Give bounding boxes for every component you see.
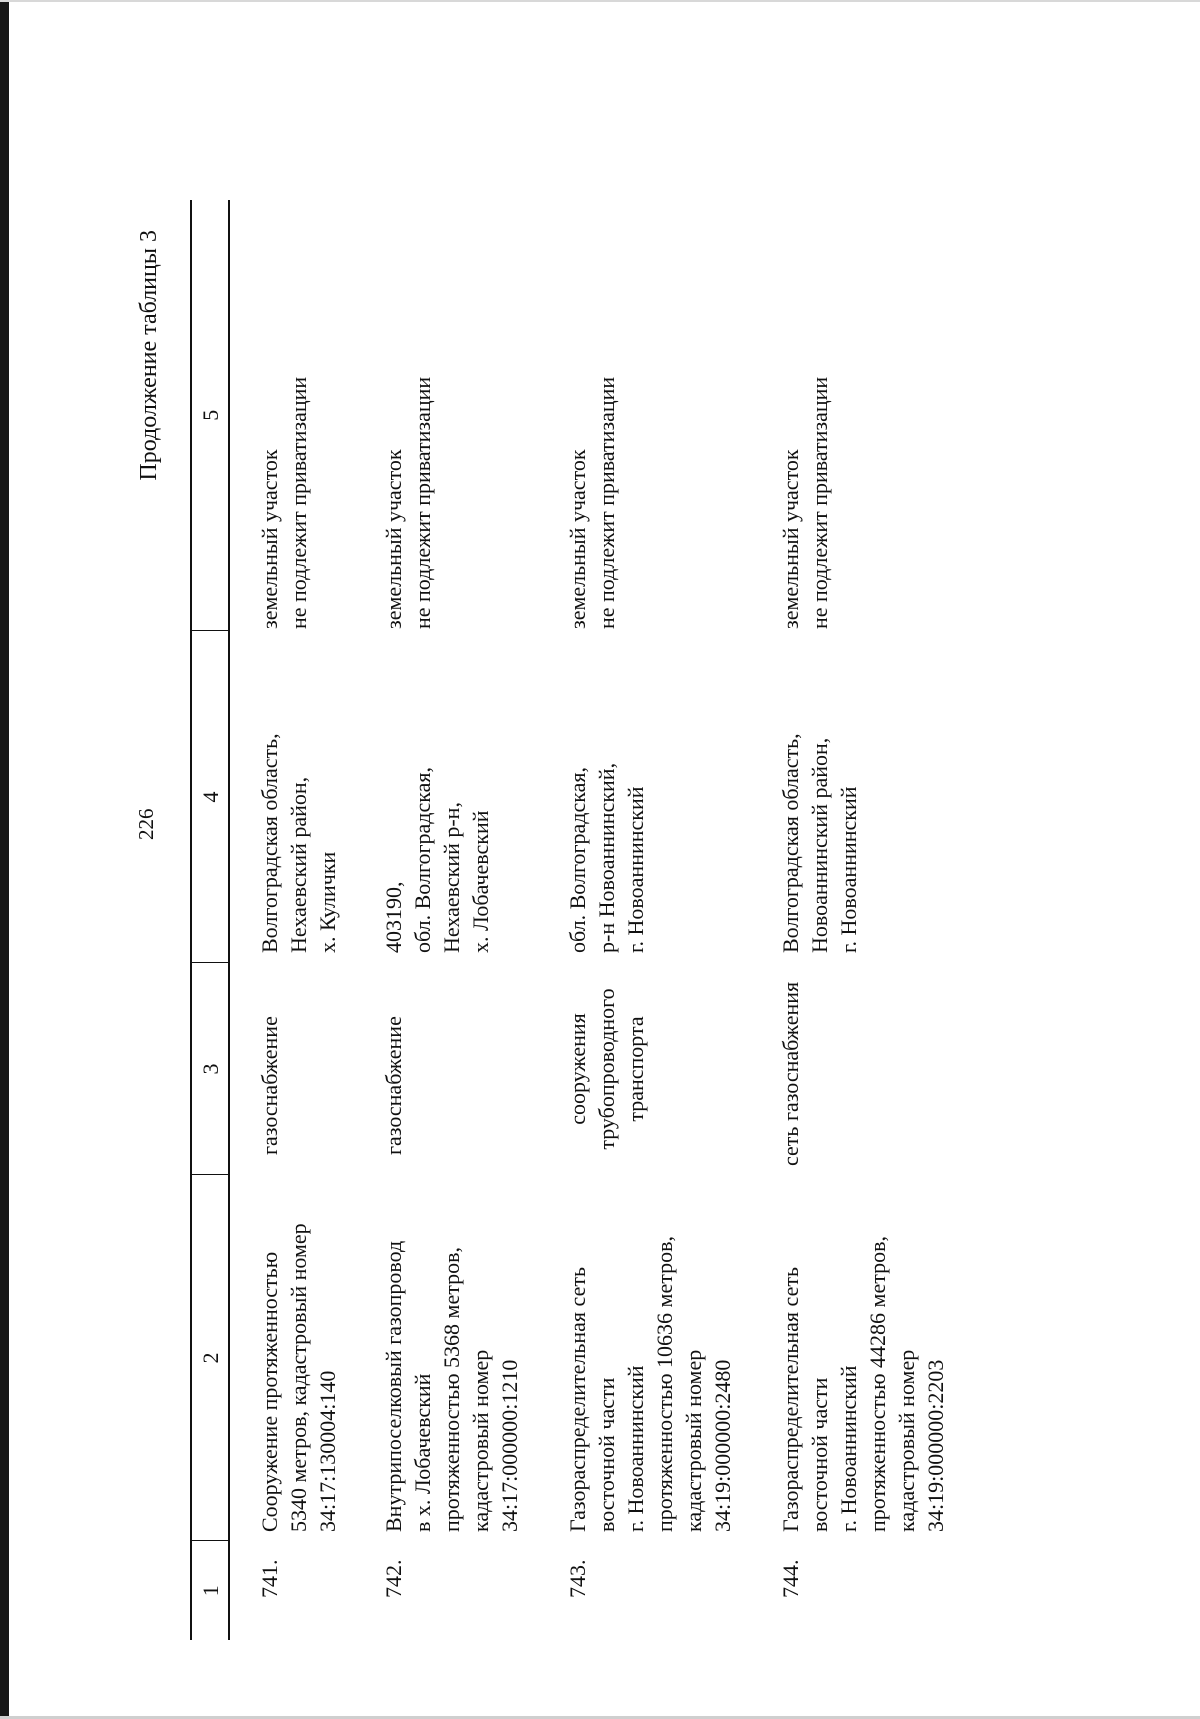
- column-header-2: 2: [191, 1175, 229, 1541]
- object-description: [229, 1175, 379, 1541]
- address-line: р-н Новоаннинский,: [594, 762, 619, 953]
- description-line: 34:19:000000:2203: [923, 1359, 948, 1532]
- table-row: [229, 200, 379, 1640]
- description-line: Газораспределительная сеть: [778, 1267, 803, 1532]
- scan-edge-shadow: [0, 0, 9, 1719]
- description-line: 34:17:130004:140: [315, 1370, 340, 1532]
- note-line: не подлежит приватизации: [807, 376, 832, 629]
- table-header-row: [191, 200, 229, 1640]
- description-line: 34:19:000000:2480: [710, 1359, 735, 1532]
- table-row: [776, 200, 956, 1640]
- address-line: Волгоградская область,: [257, 733, 282, 953]
- note-line: земельный участок: [257, 449, 282, 629]
- object-address: [563, 631, 776, 963]
- address-line: Нехаевский р-н,: [439, 802, 464, 953]
- object-description: [776, 1175, 956, 1541]
- address-line: 403190,: [381, 881, 406, 953]
- note-line: земельный участок: [778, 449, 803, 629]
- object-note: [379, 200, 563, 631]
- description-line: Внутрипоселковый газопровод: [381, 1240, 406, 1532]
- purpose-line: транспорта: [623, 1016, 648, 1122]
- description-line: кадастровый номер: [468, 1349, 493, 1532]
- page-number: 226: [134, 808, 158, 840]
- note-line: земельный участок: [381, 449, 406, 629]
- object-purpose: [379, 963, 563, 1175]
- column-header-3: 3: [191, 963, 229, 1175]
- description-line: в х. Лобачевский: [410, 1373, 435, 1532]
- object-purpose: [776, 963, 956, 1175]
- object-note: [563, 200, 776, 631]
- description-line: протяженностью 44286 метров,: [865, 1235, 890, 1532]
- address-line: обл. Волгоградская,: [410, 767, 435, 953]
- description-line: кадастровый номер: [894, 1349, 919, 1532]
- address-line: обл. Волгоградская,: [565, 767, 590, 953]
- purpose-line: газоснабжение: [381, 1016, 406, 1155]
- description-line: 5340 метров, кадастровый номер: [286, 1223, 311, 1532]
- description-line: протяженностью 10636 метров,: [652, 1235, 677, 1532]
- rotated-document-page: [130, 160, 1170, 1660]
- address-line: х. Кулички: [315, 851, 340, 953]
- description-line: Сооружение протяженностью: [257, 1251, 282, 1532]
- note-line: не подлежит приватизации: [410, 376, 435, 629]
- object-purpose: [563, 963, 776, 1175]
- table-row: [379, 200, 563, 1640]
- column-header-4: 4: [191, 631, 229, 963]
- row-number: 741.: [257, 1559, 282, 1598]
- scan-edge-top: [0, 0, 1200, 2]
- description-line: г. Новоаннинский: [836, 1365, 861, 1532]
- note-line: не подлежит приватизации: [594, 376, 619, 629]
- address-line: х. Лобачевский: [468, 810, 493, 953]
- description-line: Газораспределительная сеть: [565, 1267, 590, 1532]
- object-address: [776, 631, 956, 963]
- description-line: восточной части: [807, 1377, 832, 1532]
- purpose-line: сеть газоснабжения: [778, 981, 803, 1166]
- column-header-1: 1: [191, 1541, 229, 1640]
- address-line: г. Новоаннинский: [836, 786, 861, 953]
- description-line: г. Новоаннинский: [623, 1365, 648, 1532]
- object-note: [776, 200, 956, 631]
- description-line: кадастровый номер: [681, 1349, 706, 1532]
- description-line: восточной части: [594, 1377, 619, 1532]
- purpose-line: трубопроводного: [594, 988, 619, 1150]
- object-note: [229, 200, 379, 631]
- table-caption: Продолжение таблицы 3: [136, 230, 162, 481]
- object-address: [379, 631, 563, 963]
- description-line: 34:17:000000:1210: [497, 1359, 522, 1532]
- address-line: Нехаевский район,: [286, 776, 311, 953]
- column-header-5: 5: [191, 200, 229, 631]
- note-line: земельный участок: [565, 449, 590, 629]
- property-table: [190, 200, 956, 1640]
- address-line: Волгоградская область,: [778, 733, 803, 953]
- object-description: [379, 1175, 563, 1541]
- purpose-line: газоснабжение: [257, 1016, 282, 1155]
- row-number: 744.: [778, 1559, 803, 1598]
- address-line: г. Новоаннинский: [623, 786, 648, 953]
- purpose-line: сооружения: [565, 1013, 590, 1125]
- note-line: не подлежит приватизации: [286, 376, 311, 629]
- address-line: Новоаннинский район,: [807, 737, 832, 953]
- description-line: протяженностью 5368 метров,: [439, 1246, 464, 1532]
- row-number: 743.: [565, 1559, 590, 1598]
- object-purpose: [229, 963, 379, 1175]
- row-number: 742.: [381, 1559, 406, 1598]
- object-address: [229, 631, 379, 963]
- object-description: [563, 1175, 776, 1541]
- table-row: [563, 200, 776, 1640]
